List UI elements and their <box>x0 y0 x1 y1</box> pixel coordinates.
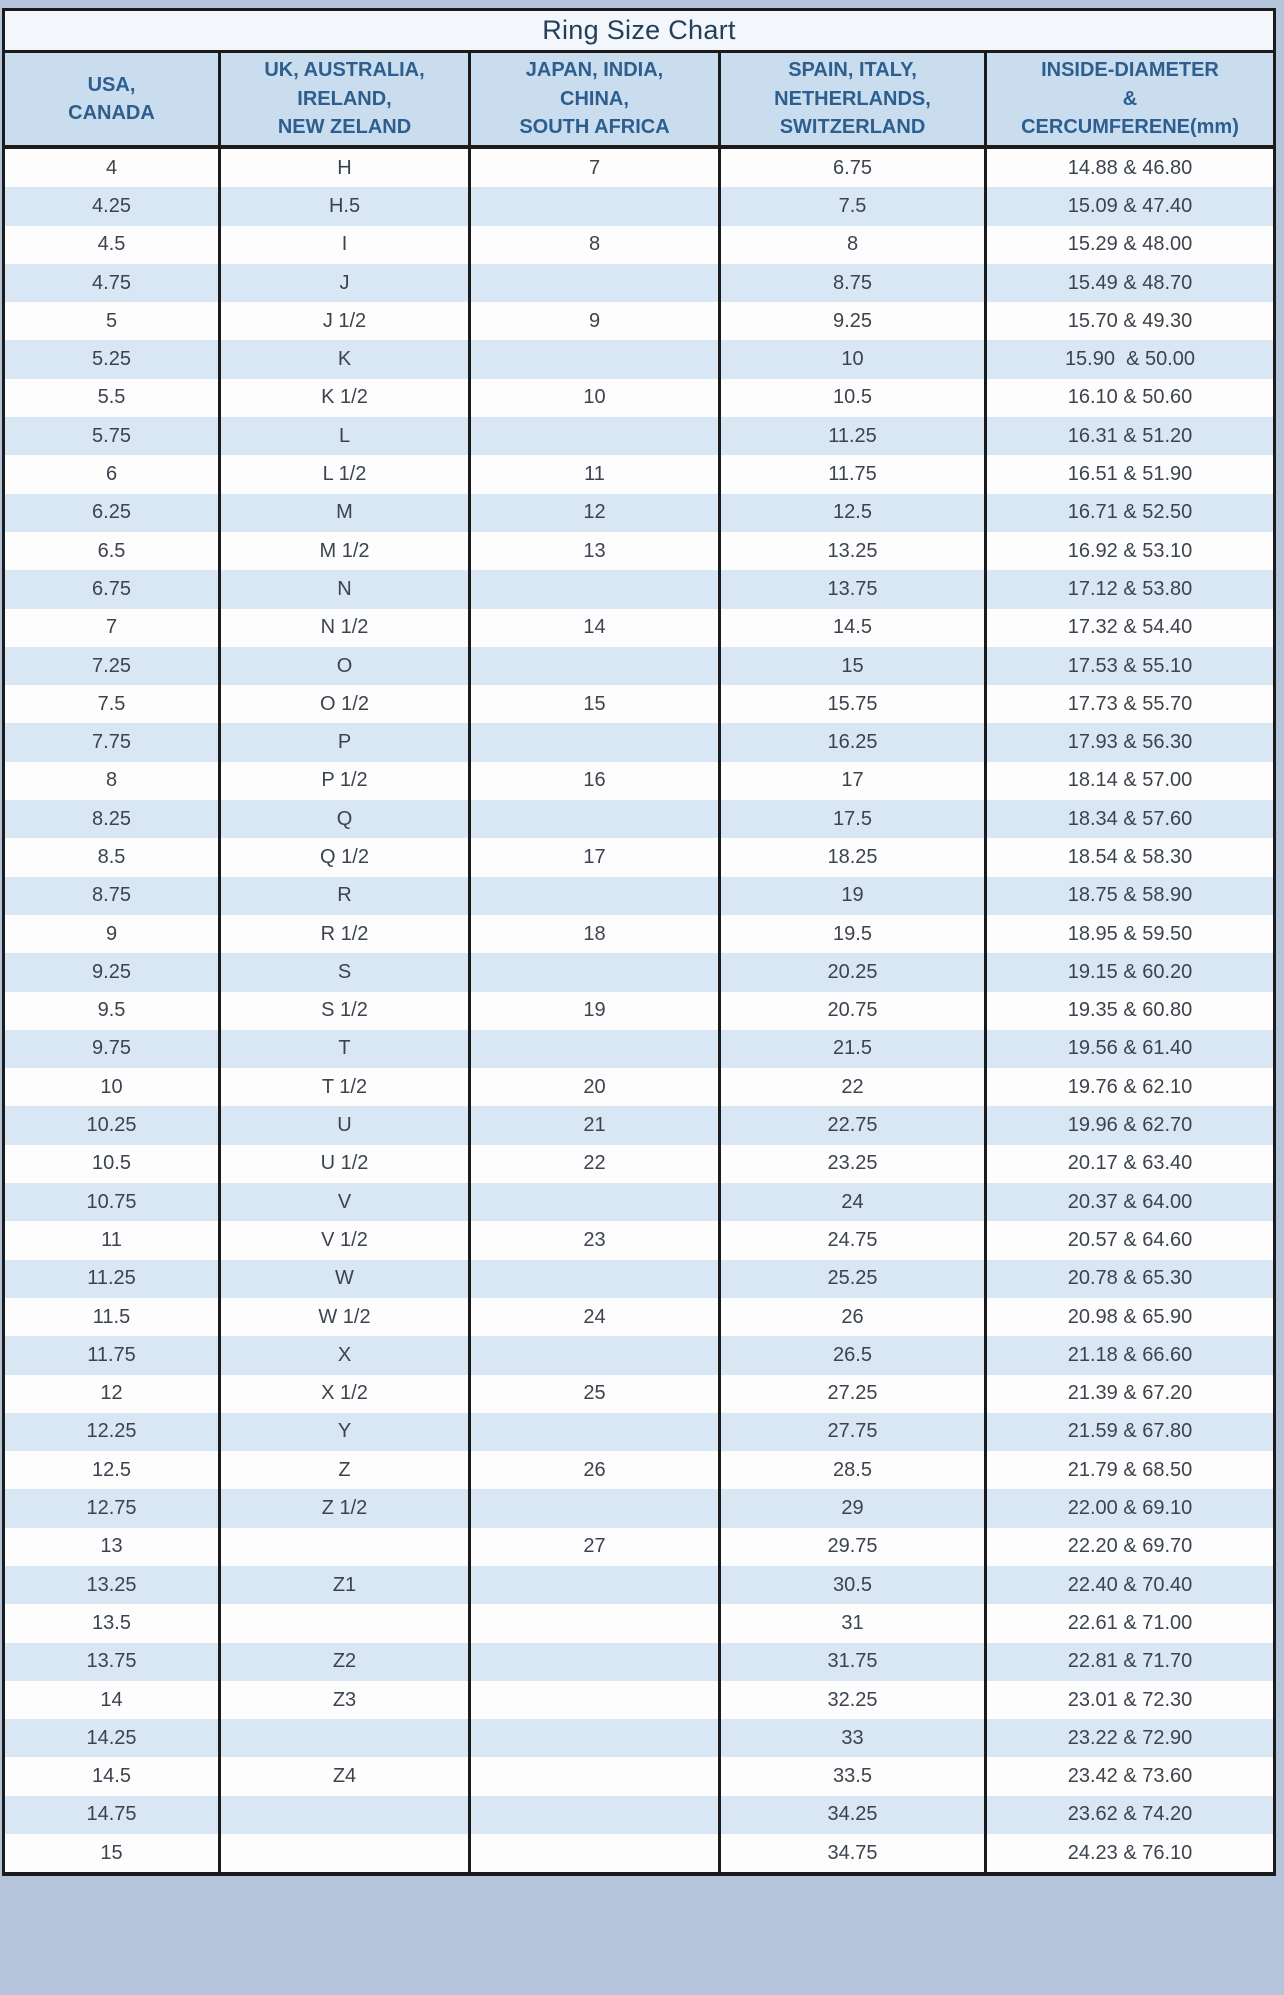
table-cell: 14.5 <box>721 609 987 647</box>
table-cell: 20.57 & 64.60 <box>1067 1228 1193 1251</box>
table-row <box>5 1528 1273 1566</box>
table-row <box>5 1643 1273 1681</box>
table-cell <box>471 1566 721 1604</box>
table-cell: 10 <box>471 379 721 417</box>
table-cell: 8.75 <box>721 264 987 302</box>
table-row <box>5 1298 1273 1336</box>
table-cell: 8.75 <box>5 877 221 915</box>
table-cell: 8.5 <box>5 838 221 876</box>
table-cell: 14 <box>5 1681 221 1719</box>
table-cell: 23.25 <box>721 1145 987 1183</box>
table-cell: 17 <box>471 838 721 876</box>
table-cell: H <box>221 149 471 187</box>
table-cell <box>471 1489 721 1527</box>
table-cell: 18.95 & 59.50 <box>1067 922 1193 945</box>
table-cell: 33 <box>721 1719 987 1757</box>
table-row <box>5 494 1273 532</box>
ring-size-chart-table <box>2 8 1276 1876</box>
table-cell: 15.49 & 48.70 <box>1067 271 1193 294</box>
column-header-line: & <box>1122 87 1138 110</box>
table-row <box>5 915 1273 953</box>
table-cell: 14.75 <box>5 1796 221 1834</box>
table-row <box>5 532 1273 570</box>
table-row <box>5 723 1273 761</box>
table-cell: 6.5 <box>5 532 221 570</box>
table-cell: 10 <box>721 340 987 378</box>
table-cell: 18.34 & 57.60 <box>1067 807 1193 830</box>
column-header-line: CANADA <box>68 102 155 124</box>
table-cell: 26 <box>721 1298 987 1336</box>
table-cell: 33.5 <box>721 1757 987 1795</box>
table-row <box>5 149 1273 187</box>
table-cell: I <box>221 226 471 264</box>
table-cell: 21.5 <box>721 1030 987 1068</box>
table-row <box>5 1183 1273 1221</box>
table-cell: 18.75 & 58.90 <box>1067 884 1193 907</box>
table-cell: 17.12 & 53.80 <box>1067 577 1193 600</box>
table-cell: 11 <box>471 455 721 493</box>
table-row <box>5 1489 1273 1527</box>
table-cell: 18 <box>471 915 721 953</box>
table-cell: 9.75 <box>5 1030 221 1068</box>
table-cell <box>221 1834 471 1872</box>
table-cell: 7.25 <box>5 647 221 685</box>
table-cell: 4 <box>5 149 221 187</box>
table-row <box>5 1336 1273 1374</box>
column-header-line: SWITZERLAND <box>779 116 926 139</box>
table-cell: 13.5 <box>5 1604 221 1642</box>
table-row <box>5 1413 1273 1451</box>
table-cell: 19.35 & 60.80 <box>1067 999 1193 1022</box>
table-row <box>5 417 1273 455</box>
table-cell <box>471 1260 721 1298</box>
table-row <box>5 302 1273 340</box>
table-cell: 12 <box>471 494 721 532</box>
table-cell: 17.93 & 56.30 <box>1067 731 1193 754</box>
table-cell: 20.17 & 63.40 <box>1067 1152 1193 1175</box>
table-cell: 7 <box>5 609 221 647</box>
table-cell: 34.25 <box>721 1796 987 1834</box>
table-cell: V <box>221 1183 471 1221</box>
table-row <box>5 1834 1273 1872</box>
table-cell: 17.53 & 55.10 <box>1067 654 1193 677</box>
table-cell: 16 <box>471 762 721 800</box>
table-cell: 9.5 <box>5 992 221 1030</box>
table-cell: 15 <box>471 685 721 723</box>
table-row <box>5 1757 1273 1795</box>
table-cell: 5.5 <box>5 379 221 417</box>
table-cell: 23.42 & 73.60 <box>1067 1765 1193 1788</box>
table-cell: Q 1/2 <box>221 838 471 876</box>
column-header <box>471 53 721 145</box>
table-cell: 14 <box>471 609 721 647</box>
column-header-line: USA, <box>87 73 136 96</box>
table-cell <box>221 1604 471 1642</box>
table-cell: 12.5 <box>721 494 987 532</box>
table-cell: 24.75 <box>721 1221 987 1259</box>
table-cell: 14.88 & 46.80 <box>1067 156 1193 179</box>
table-cell: 16.25 <box>721 723 987 761</box>
table-cell: K 1/2 <box>221 379 471 417</box>
table-cell <box>471 1757 721 1795</box>
table-cell: 11 <box>5 1221 221 1259</box>
table-cell: 21.18 & 66.60 <box>1067 1343 1193 1366</box>
table-cell: 26 <box>471 1451 721 1489</box>
table-cell: 27 <box>471 1528 721 1566</box>
table-row <box>5 1681 1273 1719</box>
table-cell: 13.25 <box>5 1566 221 1604</box>
table-cell: 22 <box>721 1068 987 1106</box>
table-row <box>5 685 1273 723</box>
table-cell: 7 <box>471 149 721 187</box>
table-cell: 8 <box>721 226 987 264</box>
table-cell: U <box>221 1106 471 1144</box>
table-row <box>5 1106 1273 1144</box>
table-cell: N 1/2 <box>221 609 471 647</box>
table-cell: R 1/2 <box>221 915 471 953</box>
table-row <box>5 877 1273 915</box>
table-cell: 12 <box>5 1375 221 1413</box>
table-row <box>5 1221 1273 1259</box>
table-cell: 10.5 <box>5 1145 221 1183</box>
table-cell: 4.25 <box>5 187 221 225</box>
table-cell: 4.75 <box>5 264 221 302</box>
table-cell: 30.5 <box>721 1566 987 1604</box>
table-cell: Z1 <box>221 1566 471 1604</box>
table-cell: 11.25 <box>721 417 987 455</box>
table-cell <box>471 1183 721 1221</box>
table-cell <box>471 1604 721 1642</box>
table-cell: K <box>221 340 471 378</box>
table-cell: S <box>221 953 471 991</box>
table-cell: 16.92 & 53.10 <box>1067 539 1193 562</box>
table-cell <box>471 1643 721 1681</box>
table-cell: 10.25 <box>5 1106 221 1144</box>
column-header-line: CHINA, <box>560 87 629 110</box>
table-cell: 12.75 <box>5 1489 221 1527</box>
table-row <box>5 1068 1273 1106</box>
table-cell: 11.75 <box>5 1336 221 1374</box>
table-cell: 13 <box>471 532 721 570</box>
table-cell: 13 <box>5 1528 221 1566</box>
table-row <box>5 1260 1273 1298</box>
table-cell: 20.98 & 65.90 <box>1067 1305 1193 1328</box>
table-cell: 5 <box>5 302 221 340</box>
table-cell: 14.5 <box>5 1757 221 1795</box>
table-cell: 4.5 <box>5 226 221 264</box>
table-cell: 20 <box>471 1068 721 1106</box>
table-cell <box>471 570 721 608</box>
table-cell: 19 <box>721 877 987 915</box>
table-cell: M <box>221 494 471 532</box>
table-cell: 15.29 & 48.00 <box>1067 233 1193 256</box>
chart-title-band <box>5 11 1273 53</box>
table-cell: 15.75 <box>721 685 987 723</box>
table-cell <box>471 1030 721 1068</box>
table-row <box>5 762 1273 800</box>
table-header-row <box>5 53 1273 149</box>
table-cell: 32.25 <box>721 1681 987 1719</box>
table-cell: 22 <box>471 1145 721 1183</box>
table-cell: 6.75 <box>5 570 221 608</box>
table-cell <box>471 723 721 761</box>
table-cell: 22.81 & 71.70 <box>1067 1650 1193 1673</box>
table-cell: 17.5 <box>721 800 987 838</box>
table-cell: Q <box>221 800 471 838</box>
table-cell: 6.75 <box>721 149 987 187</box>
table-cell: T <box>221 1030 471 1068</box>
table-cell: 22.40 & 70.40 <box>1067 1573 1193 1596</box>
table-cell: 22.20 & 69.70 <box>1067 1535 1193 1558</box>
table-cell: 18.25 <box>721 838 987 876</box>
column-header-line: JAPAN, INDIA, <box>525 59 664 82</box>
table-cell: O 1/2 <box>221 685 471 723</box>
column-header <box>721 53 987 145</box>
table-cell: J 1/2 <box>221 302 471 340</box>
table-row <box>5 1604 1273 1642</box>
column-header-line: IRELAND, <box>297 87 392 110</box>
table-cell: P <box>221 723 471 761</box>
table-row <box>5 1566 1273 1604</box>
column-header-line: SPAIN, ITALY, <box>788 59 917 82</box>
table-cell: 23.01 & 72.30 <box>1067 1688 1193 1711</box>
table-cell: 15.09 & 47.40 <box>1067 194 1193 217</box>
table-cell <box>471 417 721 455</box>
table-row <box>5 1719 1273 1757</box>
table-body <box>5 149 1273 1872</box>
table-cell: 6.25 <box>5 494 221 532</box>
column-header <box>987 53 1273 145</box>
table-cell: X <box>221 1336 471 1374</box>
table-row <box>5 800 1273 838</box>
table-row <box>5 1030 1273 1068</box>
table-cell: 16.31 & 51.20 <box>1067 424 1193 447</box>
table-cell <box>471 877 721 915</box>
table-cell: 18.14 & 57.00 <box>1067 769 1193 792</box>
table-cell <box>471 800 721 838</box>
table-cell: N <box>221 570 471 608</box>
table-cell: 29 <box>721 1489 987 1527</box>
table-cell: 12.25 <box>5 1413 221 1451</box>
table-cell <box>471 264 721 302</box>
table-cell: 8.25 <box>5 800 221 838</box>
table-cell: R <box>221 877 471 915</box>
column-header <box>5 53 221 145</box>
table-cell: 19.76 & 62.10 <box>1067 1075 1193 1098</box>
table-cell: H.5 <box>221 187 471 225</box>
column-header-line: NETHERLANDS, <box>774 87 931 110</box>
table-cell: 5.75 <box>5 417 221 455</box>
table-cell: 9.25 <box>5 953 221 991</box>
table-cell: 21 <box>471 1106 721 1144</box>
table-cell: 5.25 <box>5 340 221 378</box>
table-cell: 31.75 <box>721 1643 987 1681</box>
table-cell: 19.5 <box>721 915 987 953</box>
table-cell: Z <box>221 1451 471 1489</box>
table-cell: 20.75 <box>721 992 987 1030</box>
table-cell: Y <box>221 1413 471 1451</box>
table-cell <box>471 647 721 685</box>
table-cell <box>221 1796 471 1834</box>
table-cell <box>471 1796 721 1834</box>
table-cell: Z3 <box>221 1681 471 1719</box>
table-cell: 23.22 & 72.90 <box>1067 1726 1193 1749</box>
table-cell: 17.73 & 55.70 <box>1067 692 1193 715</box>
table-cell: 24 <box>471 1298 721 1336</box>
table-cell: 27.25 <box>721 1375 987 1413</box>
table-cell <box>221 1528 471 1566</box>
table-cell: 19.15 & 60.20 <box>1067 960 1193 983</box>
table-cell: 16.51 & 51.90 <box>1067 463 1193 486</box>
table-cell: 10.75 <box>5 1183 221 1221</box>
table-row <box>5 1796 1273 1834</box>
table-cell: 14.25 <box>5 1719 221 1757</box>
table-cell: 15.70 & 49.30 <box>1067 309 1193 332</box>
table-cell: Z4 <box>221 1757 471 1795</box>
table-cell: 17.32 & 54.40 <box>1067 616 1193 639</box>
table-cell <box>471 1681 721 1719</box>
table-cell: 10.5 <box>721 379 987 417</box>
table-cell: 9 <box>471 302 721 340</box>
column-header-line: SOUTH AFRICA <box>519 116 670 139</box>
table-cell: 34.75 <box>721 1834 987 1872</box>
table-cell: 22.00 & 69.10 <box>1067 1497 1193 1520</box>
table-cell: 25.25 <box>721 1260 987 1298</box>
column-header <box>221 53 471 145</box>
table-cell: 21.79 & 68.50 <box>1067 1458 1193 1481</box>
table-cell: 13.75 <box>5 1643 221 1681</box>
table-cell: 11.25 <box>5 1260 221 1298</box>
column-header-line: NEW ZELAND <box>277 116 412 139</box>
table-cell: W 1/2 <box>221 1298 471 1336</box>
table-cell: 15 <box>5 1834 221 1872</box>
table-cell: 22.75 <box>721 1106 987 1144</box>
table-row <box>5 455 1273 493</box>
table-cell: 13.75 <box>721 570 987 608</box>
table-cell: 19.96 & 62.70 <box>1067 1114 1193 1137</box>
table-cell: 9 <box>5 915 221 953</box>
table-cell: 16.10 & 50.60 <box>1067 386 1193 409</box>
table-cell <box>471 1834 721 1872</box>
table-cell: X 1/2 <box>221 1375 471 1413</box>
table-cell <box>471 1413 721 1451</box>
table-cell: L <box>221 417 471 455</box>
table-row <box>5 609 1273 647</box>
table-cell <box>471 1336 721 1374</box>
table-cell: 29.75 <box>721 1528 987 1566</box>
table-cell: O <box>221 647 471 685</box>
table-cell: W <box>221 1260 471 1298</box>
table-cell: 28.5 <box>721 1451 987 1489</box>
table-cell: 21.59 & 67.80 <box>1067 1420 1193 1443</box>
table-cell: 24 <box>721 1183 987 1221</box>
table-cell <box>221 1719 471 1757</box>
table-cell: 10 <box>5 1068 221 1106</box>
table-row <box>5 838 1273 876</box>
table-cell <box>471 953 721 991</box>
table-row <box>5 264 1273 302</box>
column-header-line: INSIDE-DIAMETER <box>1041 59 1219 82</box>
table-cell: 21.39 & 67.20 <box>1067 1382 1193 1405</box>
table-cell: T 1/2 <box>221 1068 471 1106</box>
table-cell: 31 <box>721 1604 987 1642</box>
table-row <box>5 340 1273 378</box>
table-cell: 11.5 <box>5 1298 221 1336</box>
table-cell: 23 <box>471 1221 721 1259</box>
table-cell: 20.78 & 65.30 <box>1067 1267 1193 1290</box>
table-cell: 23.62 & 74.20 <box>1067 1803 1193 1826</box>
table-row <box>5 1451 1273 1489</box>
table-cell: 6 <box>5 455 221 493</box>
table-cell: 25 <box>471 1375 721 1413</box>
table-cell: V 1/2 <box>221 1221 471 1259</box>
table-cell: 15.90 & 50.00 <box>1064 348 1196 371</box>
table-row <box>5 647 1273 685</box>
table-cell: 24.23 & 76.10 <box>1067 1841 1193 1864</box>
table-cell: 9.25 <box>721 302 987 340</box>
table-cell: 22.61 & 71.00 <box>1067 1611 1193 1634</box>
table-cell: Z2 <box>221 1643 471 1681</box>
table-cell: 7.5 <box>721 187 987 225</box>
table-cell <box>471 340 721 378</box>
table-cell: L 1/2 <box>221 455 471 493</box>
table-cell: M 1/2 <box>221 532 471 570</box>
table-cell: 13.25 <box>721 532 987 570</box>
table-cell <box>471 1719 721 1757</box>
table-row <box>5 226 1273 264</box>
table-cell: 8 <box>5 762 221 800</box>
table-cell: U 1/2 <box>221 1145 471 1183</box>
table-cell: 26.5 <box>721 1336 987 1374</box>
table-cell: 18.54 & 58.30 <box>1067 845 1193 868</box>
table-cell: 20.25 <box>721 953 987 991</box>
table-cell: 17 <box>721 762 987 800</box>
table-cell: J <box>221 264 471 302</box>
table-cell: 7.75 <box>5 723 221 761</box>
chart-title: Ring Size Chart <box>542 15 736 45</box>
table-cell: 8 <box>471 226 721 264</box>
table-row <box>5 570 1273 608</box>
table-row <box>5 1375 1273 1413</box>
table-cell: 7.5 <box>5 685 221 723</box>
table-cell: 12.5 <box>5 1451 221 1489</box>
table-cell: Z 1/2 <box>221 1489 471 1527</box>
table-cell: 19 <box>471 992 721 1030</box>
table-row <box>5 992 1273 1030</box>
table-cell: 16.71 & 52.50 <box>1067 501 1193 524</box>
table-row <box>5 187 1273 225</box>
table-cell: 27.75 <box>721 1413 987 1451</box>
table-cell: S 1/2 <box>221 992 471 1030</box>
table-cell: P 1/2 <box>221 762 471 800</box>
column-header-line: UK, AUSTRALIA, <box>264 59 425 82</box>
table-row <box>5 953 1273 991</box>
table-row <box>5 1145 1273 1183</box>
column-header-line: CERCUMFERENE(mm) <box>1021 116 1239 139</box>
table-cell: 20.37 & 64.00 <box>1067 1190 1193 1213</box>
table-cell <box>471 187 721 225</box>
table-cell: 11.75 <box>721 455 987 493</box>
table-row <box>5 379 1273 417</box>
table-cell: 15 <box>721 647 987 685</box>
table-cell: 19.56 & 61.40 <box>1067 1037 1193 1060</box>
